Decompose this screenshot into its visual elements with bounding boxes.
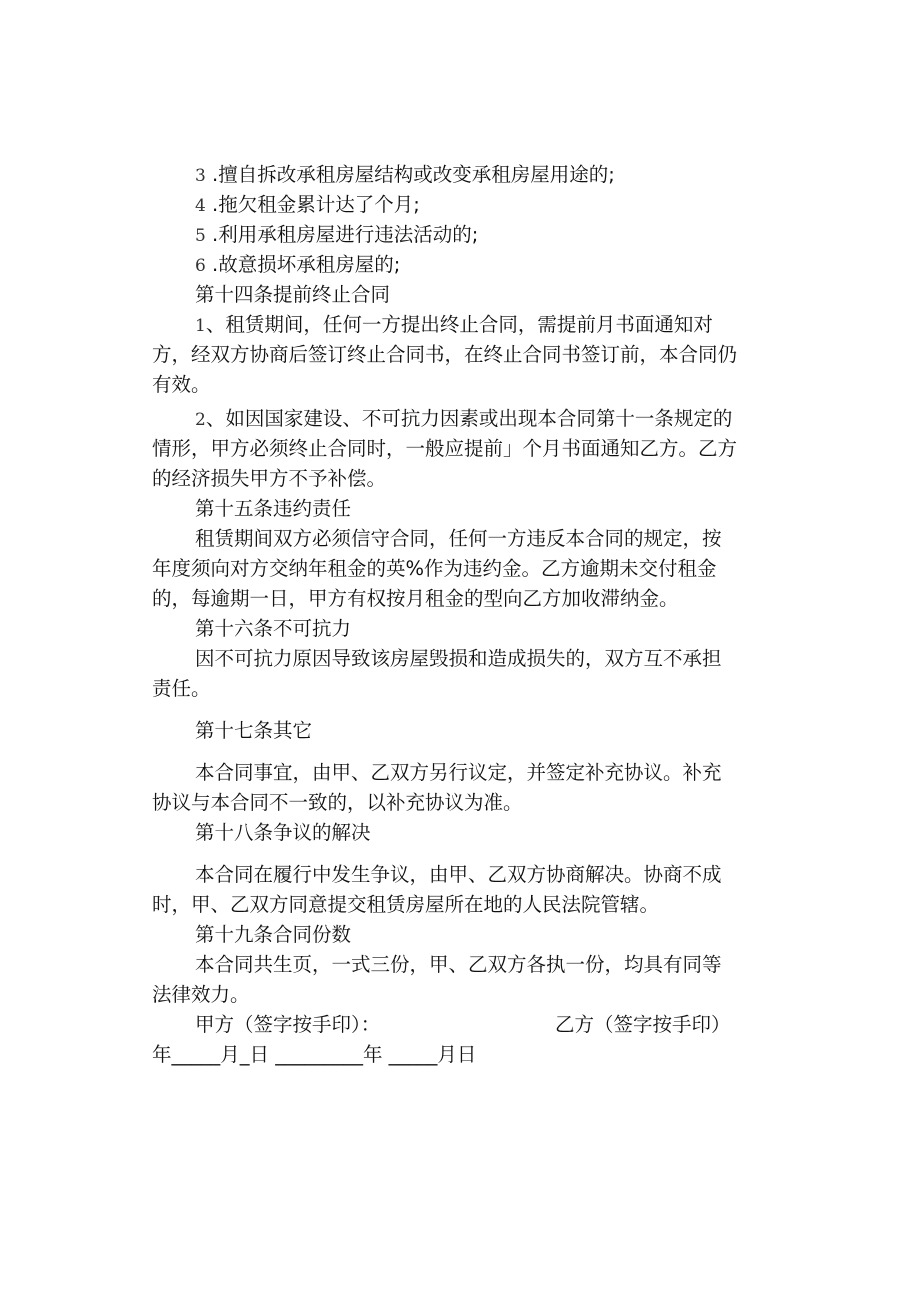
article-14-para-1 <box>152 310 752 340</box>
party-a-signature-label: 甲方（签字按手印）： <box>195 1013 381 1036</box>
clause-text: .擅自拆改承租房屋结构或改变承租房屋用途的; <box>212 163 615 186</box>
article-16-title: 第十六条不可抗力 <box>195 617 352 640</box>
clause-item <box>152 250 752 280</box>
article-18-line-1: 本合同在履行中发生争议，由甲、乙双方协商解决。协商不成 <box>195 863 722 886</box>
article-17-title: 第十七条其它 <box>195 719 313 742</box>
clause-text: .故意损坏承租房屋的; <box>212 253 401 276</box>
article-17-line-2: 协议与本合同不一致的，以补充协议为准。 <box>152 791 523 814</box>
clause-item <box>152 220 752 250</box>
article-15-title: 第十五条违约责任 <box>195 497 352 520</box>
signature-date-line: 年_____月_日 _________年 _____月日 <box>152 1043 477 1066</box>
article-14-title: 第十四条提前终止合同 <box>195 283 391 306</box>
clause-number: 5 <box>195 226 206 246</box>
article-17-line-1: 本合同事宜，由甲、乙双方另行议定，并签定补充协议。补充 <box>195 761 722 784</box>
para-number: 2 <box>195 410 206 430</box>
article-18-line-2: 时，甲、乙双方同意提交租赁房屋所在地的人民法院管辖。 <box>152 893 660 916</box>
article-19-line-1: 本合同共生页，一式三份，甲、乙双方各执一份，均具有同等 <box>195 953 722 976</box>
article-14-para-2-line-2: 情形，甲方必须终止合同时，一般应提前」个月书面通知乙方。乙方 <box>152 437 738 460</box>
clause-number: 4 <box>195 196 206 216</box>
article-14-para-2-line-3: 的经济损失甲方不予补偿。 <box>152 467 387 490</box>
article-14-para-2 <box>152 404 752 434</box>
article-14-para-1-line-3: 有效。 <box>152 373 211 396</box>
contract-body <box>152 160 752 1070</box>
clause-text: .利用承租房屋进行违法活动的; <box>212 223 479 246</box>
article-16-line-1: 因不可抗力原因导致该房屋毁损和造成损失的，双方互不承担 <box>195 647 722 670</box>
party-b-signature-label: 乙方（签字按手印） <box>555 1013 731 1036</box>
signature-row <box>152 1010 752 1040</box>
para-text: 、租赁期间，任何一方提出终止合同，需提前月书面通知对 <box>205 313 713 336</box>
article-16-line-2: 责任。 <box>152 677 211 700</box>
para-number: 1 <box>195 316 206 336</box>
article-19-title: 第十九条合同份数 <box>195 923 352 946</box>
article-19-line-2: 法律效力。 <box>152 983 250 1006</box>
article-15-line-3: 的，每逾期一日，甲方有权按月租金的型向乙方加收滞纳金。 <box>152 587 679 610</box>
clause-number: 6 <box>195 256 206 276</box>
clause-text: .拖欠租金累计达了个月; <box>212 193 420 216</box>
para-text: 、如因国家建设、不可抗力因素或出现本合同第十一条规定的 <box>205 407 733 430</box>
clause-number: 3 <box>195 166 206 186</box>
article-15-line-2: 年度须向对方交纳年租金的英%作为违约金。乙方逾期未交付租金 <box>152 557 717 580</box>
clause-item <box>152 160 752 190</box>
article-18-title: 第十八条争议的解决 <box>195 821 371 844</box>
clause-item <box>152 190 752 220</box>
article-14-para-1-line-2: 方，经双方协商后签订终止合同书，在终止合同书签订前，本合同仍 <box>152 343 738 366</box>
article-15-line-1: 租赁期间双方必须信守合同，任何一方违反本合同的规定，按 <box>195 527 722 550</box>
